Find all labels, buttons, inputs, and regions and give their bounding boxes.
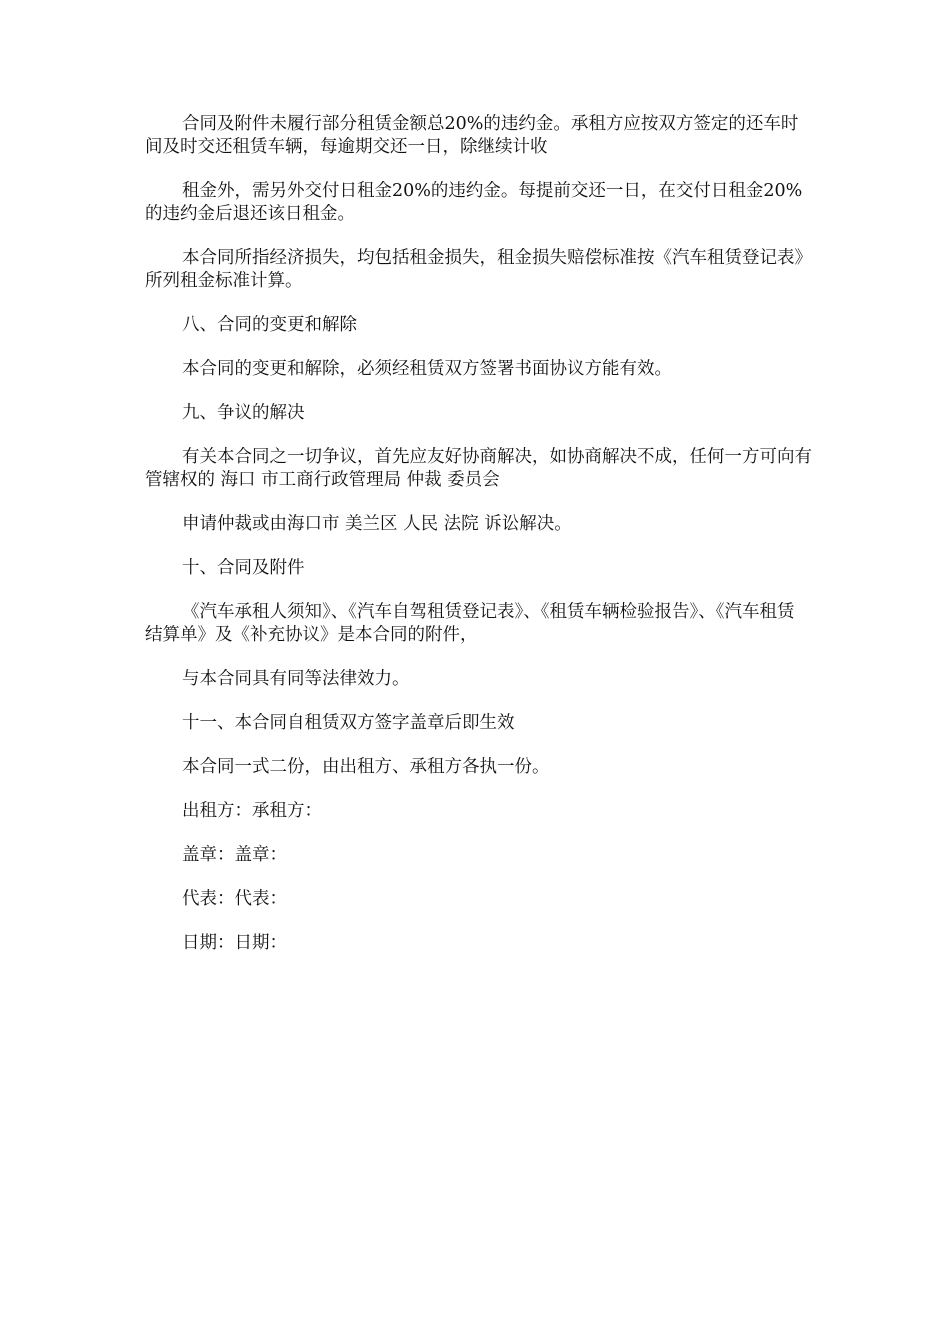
signature-parties: 出租方：承租方： (182, 801, 322, 821)
section-heading-attachments: 十、合同及附件 (182, 558, 305, 578)
section-heading-effective: 十一、本合同自租赁双方签字盖章后即生效 (182, 713, 515, 733)
paragraph-dispute-arbitration: 申请仲裁或由海口市 美兰区 人民 法院 诉讼解决。 (182, 514, 572, 534)
paragraph-copies: 本合同一式二份，由出租方、承租方各执一份。 (182, 757, 550, 777)
paragraph-legal-effect: 与本合同具有同等法律效力。 (182, 669, 410, 689)
section-heading-change-termination: 八、合同的变更和解除 (182, 315, 357, 335)
paragraph-dispute-negotiation: 有关本合同之一切争议，首先应友好协商解决，如协商解决不成，任何一方可向有管辖权的 海口 市工商行政管理局 仲裁 委员会 (145, 447, 812, 490)
signature-representative: 代表：代表： (182, 889, 287, 909)
paragraph-attachments-list: 《汽车承租人须知》、《汽车自驾租赁登记表》、《租赁车辆检验报告》、《汽车租赁结算单》及《补充协议》是本合同的附件， (145, 602, 795, 645)
paragraph-penalty-early-return: 租金外，需另外交付日租金20%的违约金。每提前交还一日，在交付日租金20%的违约金后退还该日租金。 (145, 181, 803, 224)
paragraph-economic-loss: 本合同所指经济损失，均包括租金损失，租金损失赔偿标准按《汽车租赁登记表》所列租金标准计算。 (145, 248, 812, 291)
contract-body (145, 113, 815, 976)
paragraph-change-termination: 本合同的变更和解除，必须经租赁双方签署书面协议方能有效。 (182, 359, 672, 379)
signature-seal: 盖章：盖章： (182, 845, 287, 865)
signature-date: 日期：日期： (182, 933, 287, 953)
paragraph-penalty-overdue: 合同及附件未履行部分租赁金额总20%的违约金。承租方应按双方签定的还车时间及时交还租赁车辆，每逾期交还一日，除继续计收 (145, 114, 799, 157)
section-heading-dispute: 九、争议的解决 (182, 403, 305, 423)
